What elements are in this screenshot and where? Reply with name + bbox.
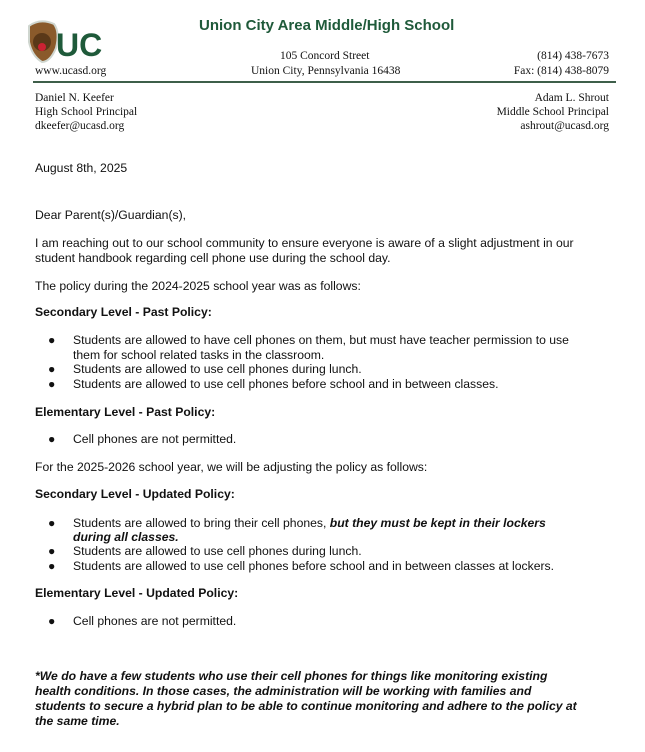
heading-secondary-new: Secondary Level - Updated Policy: — [35, 487, 235, 501]
heading-elementary-new: Elementary Level - Updated Policy: — [35, 586, 239, 600]
footnote-line: students to secure a hybrid plan to be able to continue monitoring and adhere to the policy at — [35, 699, 577, 713]
left-contact-email: dkeefer@ucasd.org — [35, 120, 125, 132]
right-contact-name: Adam L. Shrout — [534, 92, 609, 104]
footnote-line: the same time. — [35, 714, 120, 728]
left-contact-title: High School Principal — [35, 106, 138, 118]
date: August 8th, 2025 — [35, 161, 128, 175]
heading-secondary-past: Secondary Level - Past Policy: — [35, 305, 212, 319]
right-contact-title: Middle School Principal — [496, 106, 609, 118]
address-line2: Union City, Pennsylvania 16438 — [251, 65, 401, 77]
header-divider — [33, 81, 616, 83]
heading-elementary-past: Elementary Level - Past Policy: — [35, 405, 216, 419]
website: www.ucasd.org — [35, 65, 107, 77]
list-item-cont: during all classes. — [73, 530, 179, 544]
left-contact-name: Daniel N. Keefer — [35, 92, 114, 104]
intro-line1: I am reaching out to our school community to ensure everyone is aware of a slight adjustment in our — [35, 236, 574, 250]
new-intro: For the 2025-2026 school year, we will be adjusting the policy as follows: — [35, 460, 428, 474]
intro-line2: student handbook regarding cell phone use during the school day. — [35, 251, 391, 265]
right-contact-email: ashrout@ucasd.org — [520, 120, 609, 132]
phone: (814) 438-7673 — [537, 50, 609, 62]
footnote-line: health conditions. In those cases, the administration will be working with families and — [35, 684, 532, 698]
address-line1: 105 Concord Street — [280, 50, 370, 62]
footnote-line: *We do have a few students who use their cell phones for things like monitoring existing — [35, 669, 548, 683]
bear-logo-icon — [26, 20, 103, 64]
school-name: Union City Area Middle/High School — [199, 17, 455, 34]
svg-text:UC: UC — [56, 27, 103, 63]
past-intro: The policy during the 2024-2025 school year was as follows: — [35, 279, 361, 293]
salutation: Dear Parent(s)/Guardian(s), — [35, 208, 187, 222]
fax: Fax: (814) 438-8079 — [513, 65, 609, 77]
list-item-cont: them for school related tasks in the classroom. — [73, 348, 325, 362]
